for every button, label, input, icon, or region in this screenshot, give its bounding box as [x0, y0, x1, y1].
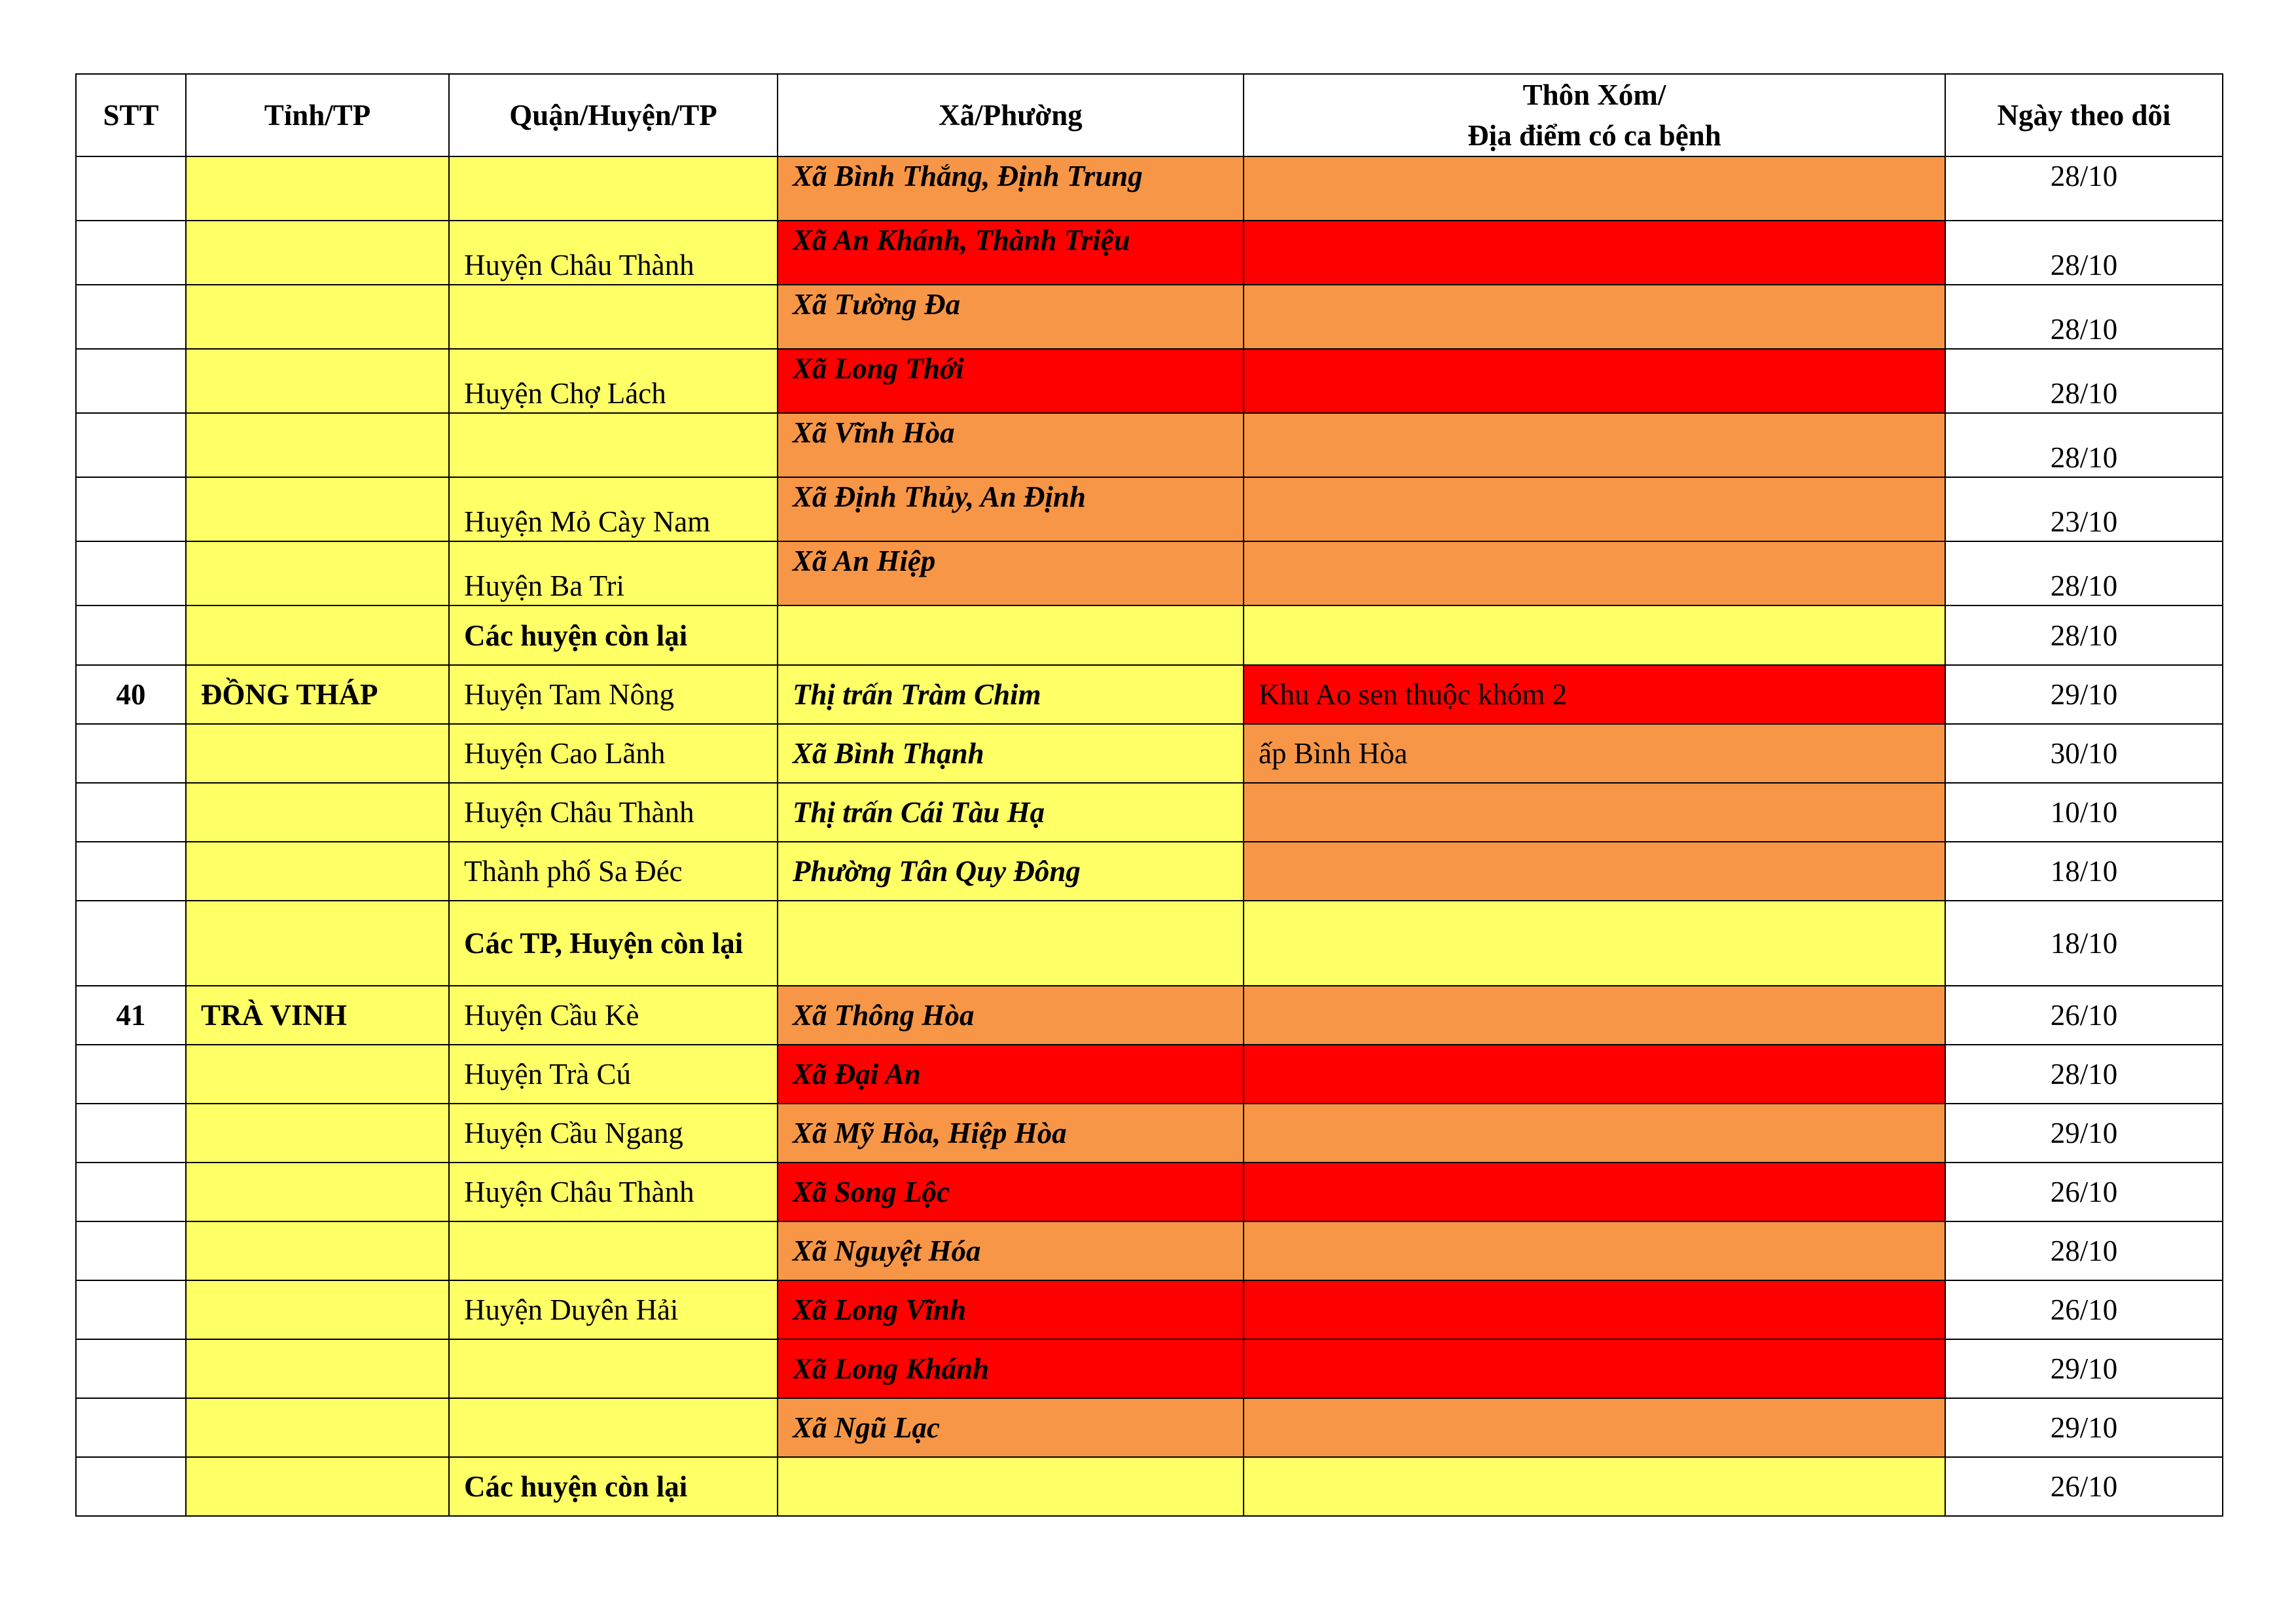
cell-commune: Xã An Khánh, Thành Triệu [778, 221, 1244, 285]
cell-date: 29/10 [1945, 1398, 2223, 1457]
cell-hamlet: Khu Ao sen thuộc khóm 2 [1244, 665, 1945, 724]
table-row [76, 665, 2223, 724]
table-row [76, 477, 2223, 541]
cell-province [186, 349, 449, 413]
cell-commune: Thị trấn Tràm Chim [778, 665, 1244, 724]
table-row [76, 1339, 2223, 1398]
table-row [76, 349, 2223, 413]
cell-province [186, 1398, 449, 1457]
header-row [76, 74, 2223, 156]
cell-commune: Xã Ngũ Lạc [778, 1398, 1244, 1457]
cell-hamlet [1244, 1280, 1945, 1339]
cell-hamlet [1244, 605, 1945, 665]
table-row [76, 842, 2223, 901]
cell-stt [76, 477, 186, 541]
cell-date: 28/10 [1945, 1045, 2223, 1104]
cell-district: Huyện Châu Thành [449, 783, 778, 842]
cell-date: 28/10 [1945, 221, 2223, 285]
cell-commune: Xã Song Lộc [778, 1163, 1244, 1221]
cell-date: 30/10 [1945, 724, 2223, 783]
cell-district: Huyện Ba Tri [449, 541, 778, 605]
cell-hamlet [1244, 901, 1945, 986]
cell-stt [76, 285, 186, 349]
cell-province [186, 477, 449, 541]
table-row [76, 605, 2223, 665]
cell-district: Huyện Cao Lãnh [449, 724, 778, 783]
table-row [76, 986, 2223, 1045]
cell-district: Huyện Tam Nông [449, 665, 778, 724]
header-hamlet [1244, 74, 1945, 156]
cell-stt [76, 1280, 186, 1339]
cell-hamlet [1244, 413, 1945, 477]
cell-province [186, 221, 449, 285]
table-row [76, 156, 2223, 221]
table-row [76, 1398, 2223, 1457]
cell-date: 28/10 [1945, 605, 2223, 665]
cell-stt [76, 413, 186, 477]
cell-district [449, 1221, 778, 1280]
table-body [76, 156, 2223, 1516]
cell-stt [76, 1163, 186, 1221]
cell-hamlet [1244, 1339, 1945, 1398]
cell-commune: Xã Long Thới [778, 349, 1244, 413]
cell-stt [76, 1045, 186, 1104]
cell-date: 23/10 [1945, 477, 2223, 541]
cell-district: Huyện Duyên Hải [449, 1280, 778, 1339]
cell-district [449, 1398, 778, 1457]
cell-commune: Thị trấn Cái Tàu Hạ [778, 783, 1244, 842]
cell-hamlet [1244, 1221, 1945, 1280]
cell-stt: 40 [76, 665, 186, 724]
cell-commune: Xã Định Thủy, An Định [778, 477, 1244, 541]
cell-province [186, 285, 449, 349]
cell-stt [76, 1339, 186, 1398]
table-row [76, 413, 2223, 477]
cell-stt [76, 842, 186, 901]
cell-province [186, 541, 449, 605]
cell-hamlet [1244, 285, 1945, 349]
table-row [76, 783, 2223, 842]
cell-commune [778, 901, 1244, 986]
cell-province [186, 1045, 449, 1104]
cell-stt [76, 1398, 186, 1457]
header-commune: Xã/Phường [778, 74, 1244, 156]
cell-hamlet [1244, 349, 1945, 413]
cell-hamlet [1244, 783, 1945, 842]
table-row [76, 541, 2223, 605]
table-row [76, 1104, 2223, 1163]
cell-stt [76, 724, 186, 783]
cell-province [186, 156, 449, 221]
header-hamlet-line1: Thôn Xóm/ [1522, 79, 1666, 111]
cell-date: 28/10 [1945, 156, 2223, 221]
cell-district: Các TP, Huyện còn lại [449, 901, 778, 986]
cell-province: ĐỒNG THÁP [186, 665, 449, 724]
cell-district: Huyện Cầu Ngang [449, 1104, 778, 1163]
cell-commune: Xã Long Vĩnh [778, 1280, 1244, 1339]
cell-stt [76, 901, 186, 986]
outbreak-table [75, 73, 2223, 1517]
cell-province [186, 724, 449, 783]
cell-hamlet: ấp Bình Hòa [1244, 724, 1945, 783]
cell-province [186, 1221, 449, 1280]
cell-stt [76, 541, 186, 605]
table-row [76, 1457, 2223, 1516]
cell-commune: Xã Đại An [778, 1045, 1244, 1104]
cell-date: 29/10 [1945, 1104, 2223, 1163]
cell-commune [778, 1457, 1244, 1516]
cell-date: 29/10 [1945, 665, 2223, 724]
cell-date: 26/10 [1945, 1280, 2223, 1339]
cell-district: Các huyện còn lại [449, 605, 778, 665]
cell-district: Huyện Châu Thành [449, 221, 778, 285]
cell-stt [76, 156, 186, 221]
cell-hamlet [1244, 1045, 1945, 1104]
cell-province [186, 413, 449, 477]
cell-province [186, 901, 449, 986]
cell-district: Huyện Cầu Kè [449, 986, 778, 1045]
cell-hamlet [1244, 477, 1945, 541]
cell-commune: Xã Bình Thắng, Định Trung [778, 156, 1244, 221]
cell-date: 28/10 [1945, 1221, 2223, 1280]
cell-date: 28/10 [1945, 349, 2223, 413]
cell-stt [76, 783, 186, 842]
table-row [76, 724, 2223, 783]
table-row [76, 1280, 2223, 1339]
header-date: Ngày theo dõi [1945, 74, 2223, 156]
cell-district: Các huyện còn lại [449, 1457, 778, 1516]
cell-date: 18/10 [1945, 842, 2223, 901]
cell-district [449, 1339, 778, 1398]
cell-province [186, 1457, 449, 1516]
cell-district [449, 285, 778, 349]
cell-hamlet [1244, 842, 1945, 901]
cell-hamlet [1244, 986, 1945, 1045]
table-row [76, 901, 2223, 986]
cell-date: 29/10 [1945, 1339, 2223, 1398]
cell-commune: Xã Long Khánh [778, 1339, 1244, 1398]
cell-stt [76, 1221, 186, 1280]
cell-province [186, 783, 449, 842]
header-stt: STT [76, 74, 186, 156]
cell-commune: Xã Mỹ Hòa, Hiệp Hòa [778, 1104, 1244, 1163]
cell-stt [76, 1457, 186, 1516]
cell-stt [76, 349, 186, 413]
cell-hamlet [1244, 1457, 1945, 1516]
cell-district: Huyện Chợ Lách [449, 349, 778, 413]
cell-district [449, 156, 778, 221]
cell-hamlet [1244, 1398, 1945, 1457]
table-row [76, 1045, 2223, 1104]
cell-province: TRÀ VINH [186, 986, 449, 1045]
cell-hamlet [1244, 156, 1945, 221]
cell-province [186, 842, 449, 901]
cell-district: Huyện Châu Thành [449, 1163, 778, 1221]
cell-date: 26/10 [1945, 986, 2223, 1045]
cell-stt [76, 221, 186, 285]
cell-province [186, 605, 449, 665]
cell-commune: Phường Tân Quy Đông [778, 842, 1244, 901]
cell-date: 28/10 [1945, 413, 2223, 477]
cell-province [186, 1339, 449, 1398]
cell-province [186, 1104, 449, 1163]
cell-commune: Xã An Hiệp [778, 541, 1244, 605]
cell-hamlet [1244, 1163, 1945, 1221]
cell-commune: Xã Vĩnh Hòa [778, 413, 1244, 477]
cell-date: 18/10 [1945, 901, 2223, 986]
cell-district [449, 413, 778, 477]
table-header [76, 74, 2223, 156]
cell-date: 28/10 [1945, 541, 2223, 605]
cell-province [186, 1163, 449, 1221]
cell-hamlet [1244, 541, 1945, 605]
cell-commune [778, 605, 1244, 665]
header-province: Tỉnh/TP [186, 74, 449, 156]
table-row [76, 221, 2223, 285]
cell-province [186, 1280, 449, 1339]
cell-date: 10/10 [1945, 783, 2223, 842]
cell-stt: 41 [76, 986, 186, 1045]
cell-commune: Xã Tường Đa [778, 285, 1244, 349]
cell-hamlet [1244, 1104, 1945, 1163]
cell-stt [76, 605, 186, 665]
cell-hamlet [1244, 221, 1945, 285]
header-district: Quận/Huyện/TP [449, 74, 778, 156]
cell-stt [76, 1104, 186, 1163]
header-hamlet-line2: Địa điểm có ca bệnh [1467, 119, 1721, 152]
cell-date: 26/10 [1945, 1457, 2223, 1516]
cell-commune: Xã Thông Hòa [778, 986, 1244, 1045]
table-row [76, 1221, 2223, 1280]
cell-date: 26/10 [1945, 1163, 2223, 1221]
cell-district: Huyện Mỏ Cày Nam [449, 477, 778, 541]
cell-date: 28/10 [1945, 285, 2223, 349]
cell-commune: Xã Bình Thạnh [778, 724, 1244, 783]
cell-district: Thành phố Sa Đéc [449, 842, 778, 901]
cell-commune: Xã Nguyệt Hóa [778, 1221, 1244, 1280]
cell-district: Huyện Trà Cú [449, 1045, 778, 1104]
table-row [76, 1163, 2223, 1221]
table-row [76, 285, 2223, 349]
